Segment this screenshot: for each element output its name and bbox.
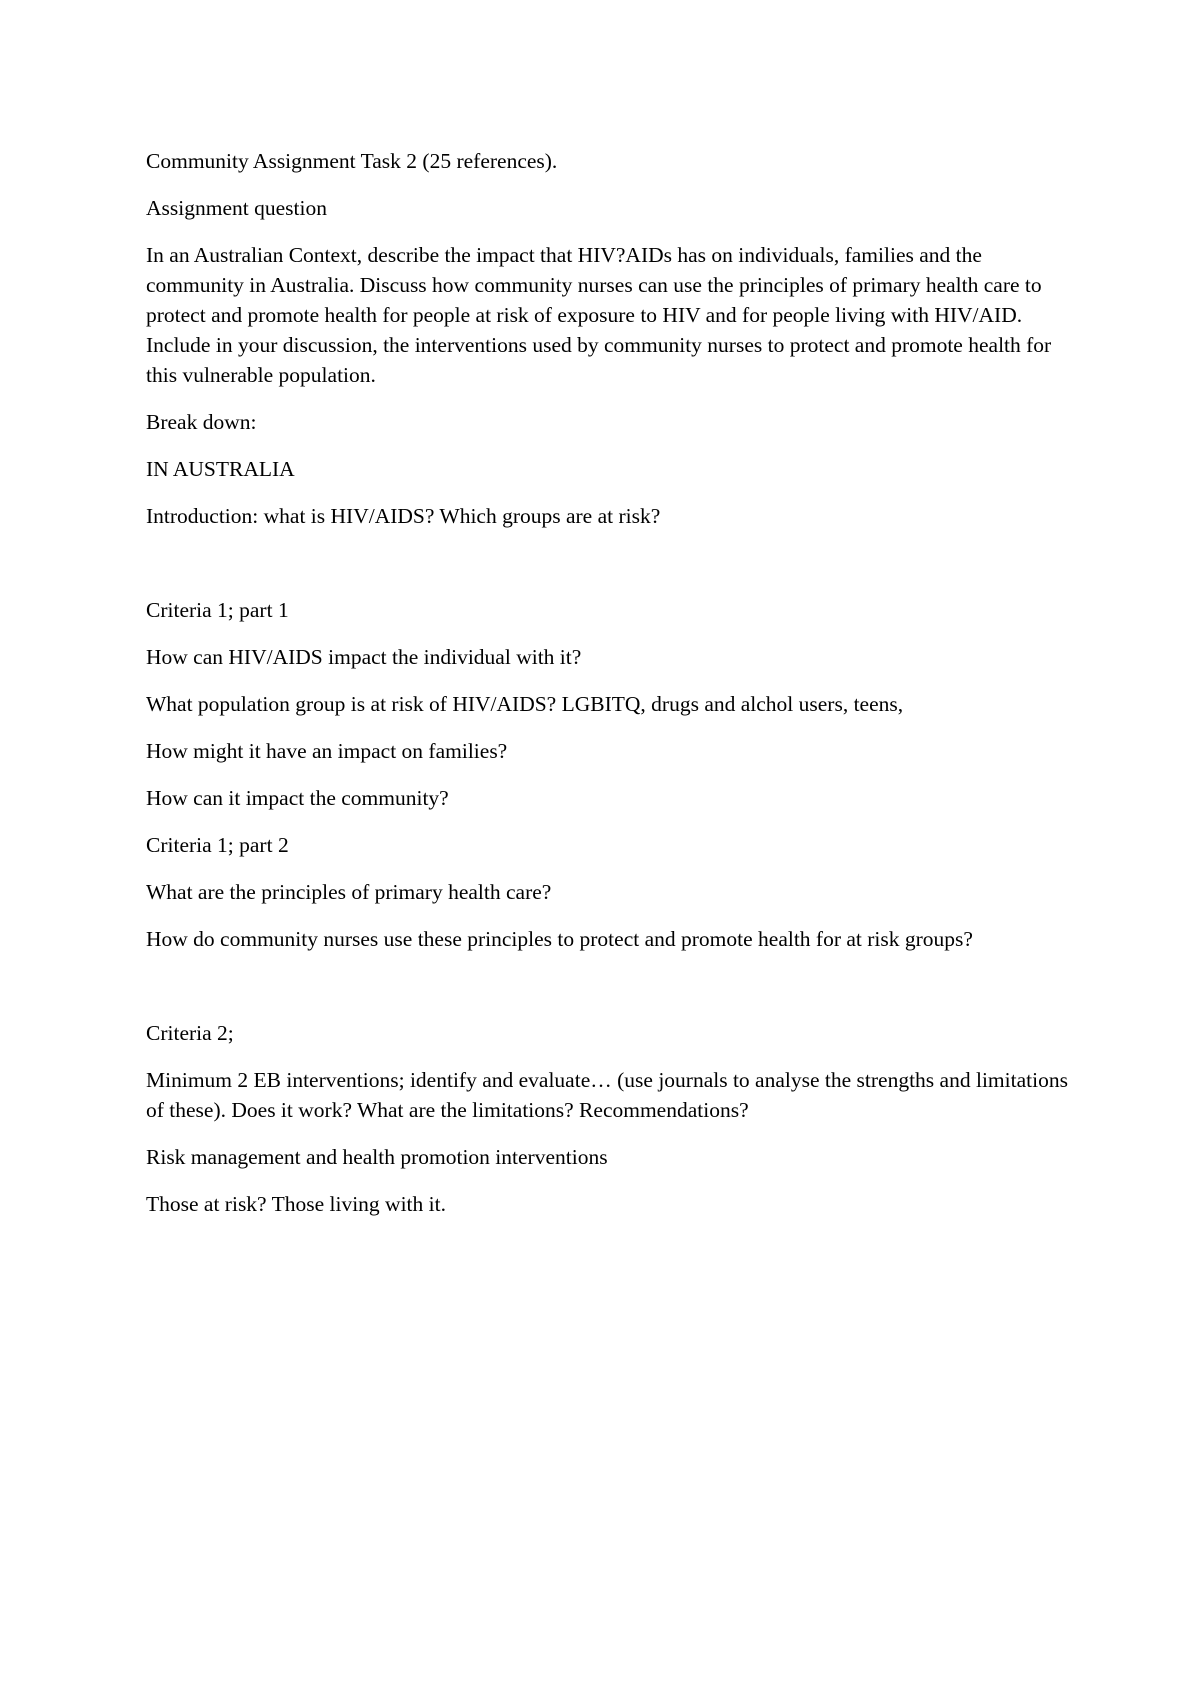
criteria1-part1-heading: Criteria 1; part 1 (146, 598, 289, 622)
criteria1-part1-question: How might it have an impact on families? (146, 739, 508, 763)
criteria2-heading: Criteria 2; (146, 1021, 234, 1045)
introduction-line: Introduction: what is HIV/AIDS? Which groups are at risk? (146, 504, 661, 528)
blank-line (146, 548, 1076, 595)
question-text: In an Australian Context, describe the impact that HIV?AIDs has on individuals, families and the community in Australia. Discuss how community nurses can use the principles of primary health care to protect and promote health for people at risk of exposure to HIV and for people living with HIV/AID. Include in your discussion, the interventions used by community nurses to protect and promote health for this vulnerable population. (146, 243, 1052, 387)
question-heading: Assignment question (146, 196, 327, 220)
document-title: Community Assignment Task 2 (25 references). (146, 149, 558, 173)
criteria2-item: Minimum 2 EB interventions; identify and evaluate… (use journals to analyse the strengths and limitations of these). Does it work? What are the limitations? Recommendations? (146, 1068, 1068, 1122)
criteria1-part1-question: What population group is at risk of HIV/AIDS? LGBITQ, drugs and alchol users, teens, (146, 692, 904, 716)
location-heading: IN AUSTRALIA (146, 457, 295, 481)
criteria1-part1-question: How can HIV/AIDS impact the individual with it? (146, 645, 582, 669)
criteria1-part2-heading: Criteria 1; part 2 (146, 833, 289, 857)
criteria2-item: Those at risk? Those living with it. (146, 1192, 446, 1216)
criteria1-part2-question: What are the principles of primary health care? (146, 880, 552, 904)
criteria2-item: Risk management and health promotion interventions (146, 1145, 608, 1169)
document-body (146, 146, 1076, 1236)
breakdown-heading: Break down: (146, 410, 257, 434)
criteria1-part1-question: How can it impact the community? (146, 786, 449, 810)
criteria1-part2-question: How do community nurses use these principles to protect and promote health for at risk groups? (146, 927, 973, 951)
blank-line (146, 971, 1076, 1018)
